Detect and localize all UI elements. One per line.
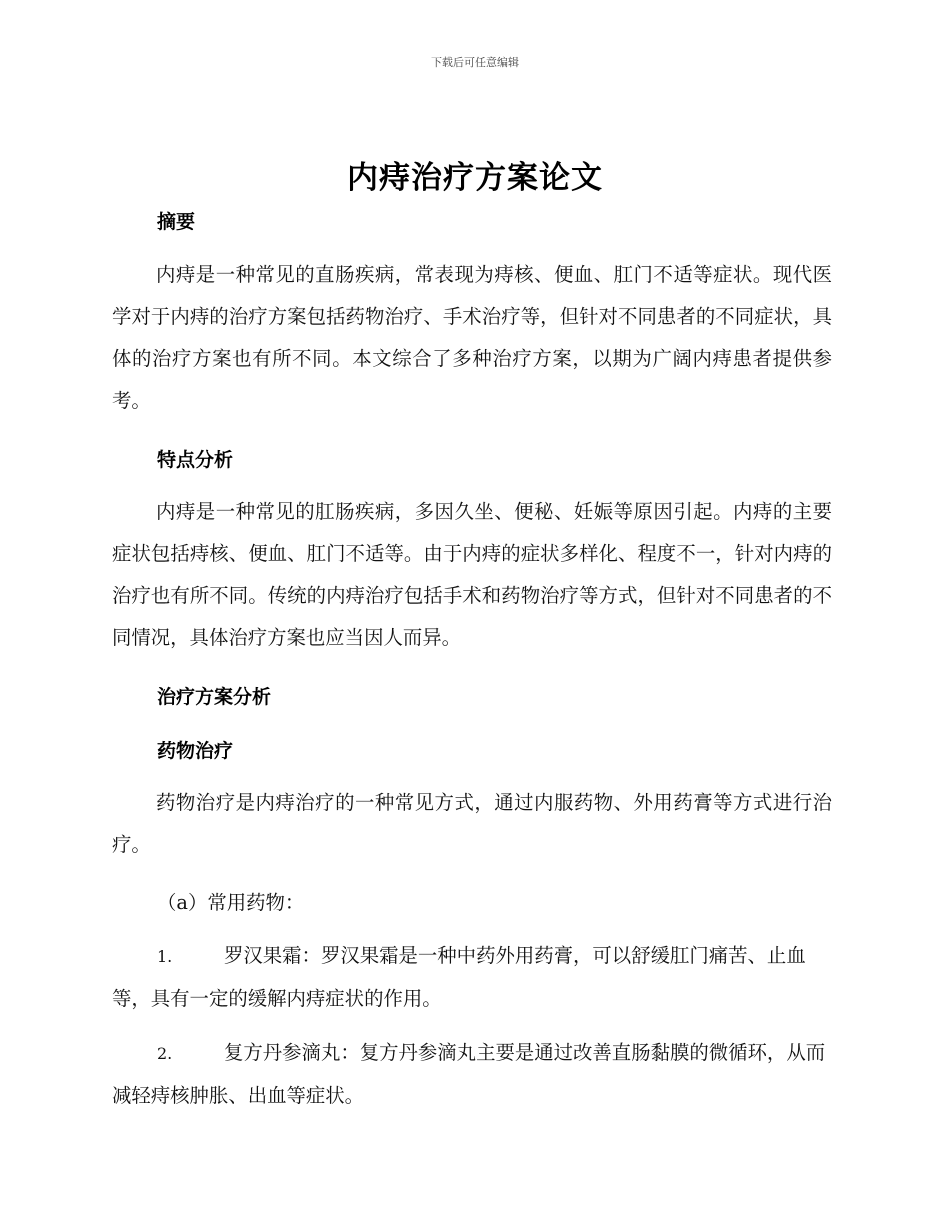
document-title: 内痔治疗方案论文 [347,160,603,196]
feature-analysis-heading: 特点分析 [157,449,234,471]
common-drugs-label: （a）常用药物： [157,891,305,914]
list-item-number: 2. [157,1044,173,1063]
list-item [112,935,832,1020]
feature-analysis-paragraph: 内痔是一种常见的肛肠疾病，多因久坐、便秘、妊娠等原因引起。内痔的主要症状包括痔核、便血、肛门不适等。由于内痔的症状多样化、程度不一，针对内痔的治疗也有所不同。传统的内痔治疗包括手术和药物治疗等方式，但针对不同患者的不同情况，具体治疗方案也应当因人而异。 [112,500,832,649]
treatment-plan-heading: 治疗方案分析 [157,686,272,708]
list-item-number: 1. [157,947,173,966]
abstract-heading: 摘要 [157,211,196,233]
list-item-text: 罗汉果霜：罗汉果霜是一种中药外用药膏，可以舒缓肛门痛苦、止血等，具有一定的缓解内痔症状的作用。 [112,944,806,1010]
list-item [112,1032,832,1117]
drug-therapy-paragraph: 药物治疗是内痔治疗的一种常见方式，通过内服药物、外用药膏等方式进行治疗。 [112,791,832,856]
abstract-paragraph: 内痔是一种常见的直肠疾病，常表现为痔核、便血、肛门不适等症状。现代医学对于内痔的治疗方案包括药物治疗、手术治疗等，但针对不同患者的不同症状，具体的治疗方案也有所不同。本文综合了多种治疗方案，以期为广阔内痔患者提供参考。 [112,263,832,412]
list-item-text: 复方丹参滴丸：复方丹参滴丸主要是通过改善直肠黏膜的微循环，从而减轻痔核肿胀、出血等症状。 [112,1041,826,1107]
drug-therapy-heading: 药物治疗 [157,740,234,762]
header-note: 下载后可任意编辑 [431,56,519,69]
